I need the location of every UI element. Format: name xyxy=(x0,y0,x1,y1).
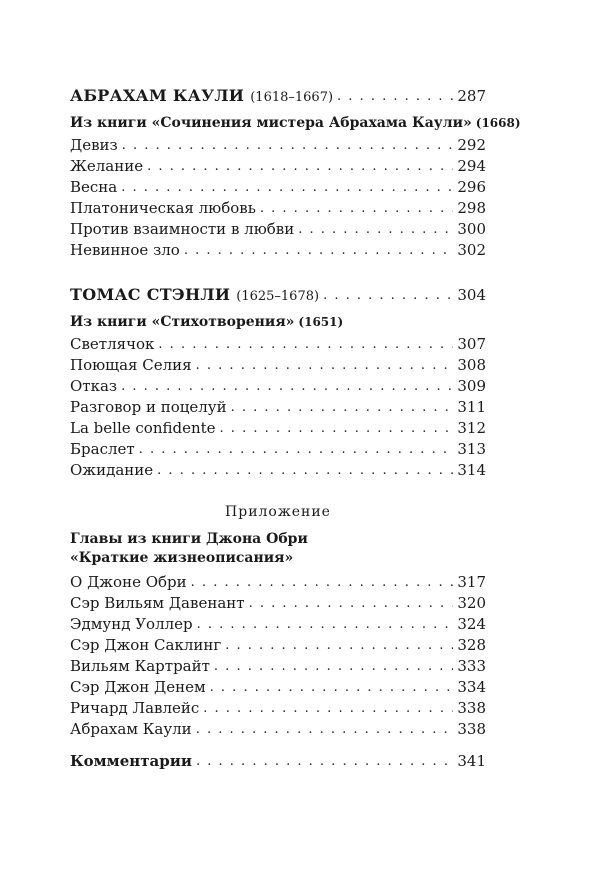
entry-title: Девиз xyxy=(70,136,118,154)
toc-entry[interactable] xyxy=(70,439,486,461)
dot-leader xyxy=(158,335,453,355)
toc-entry[interactable] xyxy=(70,656,486,678)
dot-leader xyxy=(197,615,454,635)
page-number: 338 xyxy=(457,720,486,738)
entry-title: О Джоне Обри xyxy=(70,573,187,591)
page-number: 312 xyxy=(457,419,486,437)
toc-entry[interactable] xyxy=(70,156,486,178)
book-heading: Из книги «Стихотворения» (1651) xyxy=(70,314,344,330)
appendix-heading-line1: Главы из книги Джона Обри xyxy=(70,531,308,547)
dot-leader xyxy=(323,286,453,306)
toc-entry[interactable] xyxy=(70,135,486,157)
entry-title: Эдмунд Уоллер xyxy=(70,615,193,633)
author-name: АБРАХАМ КАУЛИ (1618–1667) xyxy=(70,86,334,105)
dot-leader xyxy=(298,220,453,240)
dot-leader xyxy=(203,699,453,719)
dot-leader xyxy=(184,241,454,261)
toc-author-row[interactable] xyxy=(70,285,486,307)
dot-leader xyxy=(210,678,454,698)
page-number: 307 xyxy=(457,335,486,353)
toc-entry[interactable] xyxy=(70,572,486,594)
entry-title: Невинное зло xyxy=(70,241,180,259)
toc-entry[interactable] xyxy=(70,219,486,241)
page-number: 287 xyxy=(457,87,486,105)
page-number: 328 xyxy=(457,636,486,654)
page-number: 317 xyxy=(457,573,486,591)
entry-title: Ожидание xyxy=(70,461,154,479)
toc-comments-row[interactable] xyxy=(70,751,486,773)
page-number: 304 xyxy=(457,286,486,304)
entry-title: Сэр Вильям Давенант xyxy=(70,594,245,612)
author-name: ТОМАС СТЭНЛИ (1625–1678) xyxy=(70,285,320,304)
dot-leader xyxy=(157,461,453,481)
entry-title: Желание xyxy=(70,157,144,175)
page-number: 333 xyxy=(457,657,486,675)
appendix-title: Приложение xyxy=(225,504,331,520)
toc-entry[interactable] xyxy=(70,418,486,440)
toc-entry[interactable] xyxy=(70,397,486,419)
dot-leader xyxy=(260,199,453,219)
comments-title: Комментарии xyxy=(70,752,192,770)
toc-entry[interactable] xyxy=(70,614,486,636)
entry-title: Вильям Картрайт xyxy=(70,657,210,675)
toc-entry[interactable] xyxy=(70,355,486,377)
page-number: 309 xyxy=(457,377,486,395)
dot-leader xyxy=(196,356,454,376)
toc-entry[interactable] xyxy=(70,635,486,657)
dot-leader xyxy=(139,440,454,460)
toc-author-row[interactable] xyxy=(70,86,486,108)
page-number: 314 xyxy=(457,461,486,479)
toc-entry[interactable] xyxy=(70,460,486,482)
page-number: 313 xyxy=(457,440,486,458)
entry-title: Сэр Джон Саклинг xyxy=(70,636,222,654)
entry-title: Светлячок xyxy=(70,335,155,353)
page-number: 334 xyxy=(457,678,486,696)
page-number: 302 xyxy=(457,241,486,259)
page-number: 292 xyxy=(457,136,486,154)
dot-leader xyxy=(196,752,453,772)
page-number: 308 xyxy=(457,356,486,374)
page-number: 324 xyxy=(457,615,486,633)
entry-title: Против взаимности в любви xyxy=(70,220,295,238)
dot-leader xyxy=(231,398,454,418)
dot-leader xyxy=(214,657,453,677)
entry-title: Поющая Селия xyxy=(70,356,192,374)
page-number: 300 xyxy=(457,220,486,238)
toc-entry[interactable] xyxy=(70,719,486,741)
entry-title: Абрахам Каули xyxy=(70,720,192,738)
dot-leader xyxy=(147,157,453,177)
page-number: 341 xyxy=(457,752,486,770)
book-heading: Из книги «Сочинения мистера Абрахама Каули» (1668) xyxy=(70,115,521,131)
page-number: 320 xyxy=(457,594,486,612)
toc-entry[interactable] xyxy=(70,593,486,615)
toc-entry[interactable] xyxy=(70,240,486,262)
entry-title: Отказ xyxy=(70,377,118,395)
entry-title: Сэр Джон Денем xyxy=(70,678,206,696)
toc-entry[interactable] xyxy=(70,677,486,699)
dot-leader xyxy=(220,419,454,439)
dot-leader xyxy=(191,573,454,593)
toc-entry[interactable] xyxy=(70,198,486,220)
dot-leader xyxy=(122,136,454,156)
entry-title: Весна xyxy=(70,178,118,196)
page-number: 298 xyxy=(457,199,486,217)
entry-title: La belle confidente xyxy=(70,419,216,437)
toc-entry[interactable] xyxy=(70,698,486,720)
page-number: 294 xyxy=(457,157,486,175)
entry-title: Браслет xyxy=(70,440,135,458)
dot-leader xyxy=(121,178,453,198)
page-number: 296 xyxy=(457,178,486,196)
entry-title: Ричард Лавлейс xyxy=(70,699,200,717)
appendix-heading-line2: «Краткие жизнеописания» xyxy=(70,550,294,566)
toc-entry[interactable] xyxy=(70,177,486,199)
entry-title: Платоническая любовь xyxy=(70,199,256,217)
page-number: 338 xyxy=(457,699,486,717)
toc-entry[interactable] xyxy=(70,334,486,356)
page-number: 311 xyxy=(457,398,486,416)
toc-entry[interactable] xyxy=(70,376,486,398)
dot-leader xyxy=(225,636,453,656)
dot-leader xyxy=(121,377,453,397)
dot-leader xyxy=(249,594,454,614)
entry-title: Разговор и поцелуй xyxy=(70,398,227,416)
dot-leader xyxy=(337,87,453,107)
dot-leader xyxy=(196,720,454,740)
